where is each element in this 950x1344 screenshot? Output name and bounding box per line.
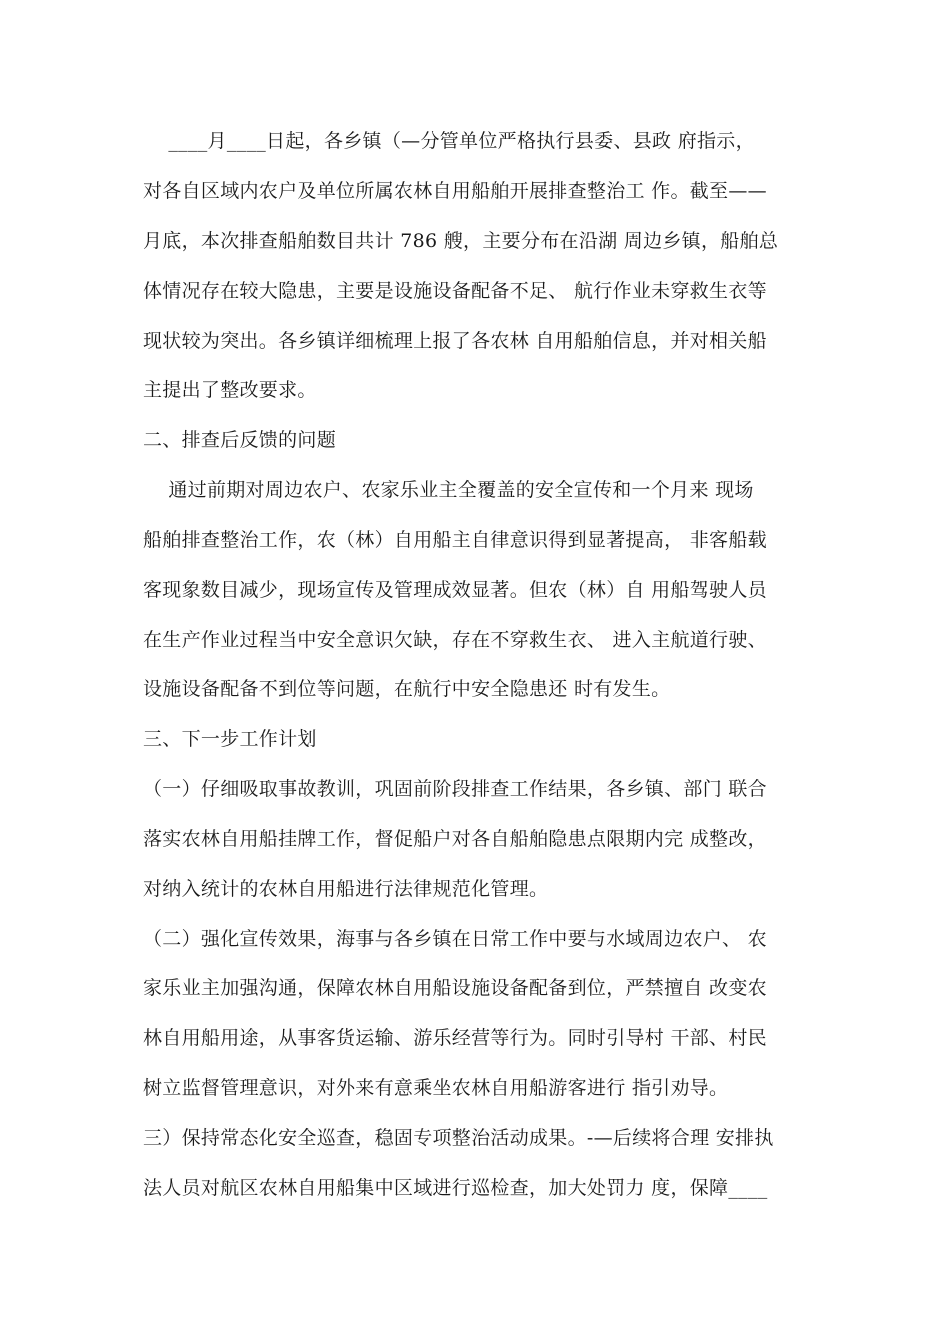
text-line-4: 体情况存在较大隐患，主要是设施设备配备不足、 航行作业未穿救生衣等 [143, 280, 767, 302]
text-line-15: 落实农林自用船挂牌工作，督促船户对各自船舶隐患点限期内完 成整改， [143, 828, 767, 850]
text-line-2: 对各自区域内农户及单位所属农林自用船舶开展排查整治工 作。截至—— [143, 180, 767, 202]
text-line-12: 设施设备配备不到位等问题，在航行中安全隐患还 时有发生。 [143, 678, 671, 700]
text-line-21: 三）保持常态化安全巡查，稳固专项整治活动成果。-—后续将合理 安排执 [143, 1127, 774, 1149]
text-line-5: 现状较为突出。各乡镇详细梳理上报了各农林 自用船舶信息，并对相关船 [143, 330, 767, 352]
text-line-18: 家乐业主加强沟通，保障农林自用船设施设备配备到位，严禁擅自 改变农 [143, 977, 767, 999]
section-heading-2: 二、排查后反馈的问题 [143, 429, 337, 451]
text-line-20: 树立监督管理意识，对外来有意乘坐农林自用船游客进行 指引劝导。 [143, 1077, 729, 1099]
text-line-17: （二）强化宣传效果，海事与各乡镇在日常工作中要与水域周边农户、 农 [143, 928, 767, 950]
text-line-22: 法人员对航区农林自用船集中区域进行巡检查，加大处罚力 度，保障____ [143, 1177, 768, 1199]
text-line-8: 通过前期对周边农户、农家乐业主全覆盖的安全宣传和一个月来 现场 [143, 479, 754, 501]
text-line-1: ____月____日起，各乡镇（—分管单位严格执行县委、县政 府指示， [143, 130, 755, 152]
text-line-9: 船舶排查整治工作，农（林）自用船主自律意识得到显著提高， 非客船载 [143, 529, 767, 551]
text-line-6: 主提出了整改要求。 [143, 379, 317, 401]
text-line-11: 在生产作业过程当中安全意识欠缺，存在不穿救生衣、 进入主航道行驶、 [143, 629, 767, 651]
text-line-3: 月底，本次排查船舶数目共计 786 艘，主要分布在沿湖 周边乡镇，船舶总 [143, 230, 779, 252]
section-heading-3: 三、下一步工作计划 [143, 728, 317, 750]
text-line-19: 林自用船用途，从事客货运输、游乐经营等行为。同时引导村 干部、村民 [143, 1027, 767, 1049]
text-line-14: （一）仔细吸取事故教训，巩固前阶段排查工作结果，各乡镇、部门 联合 [143, 778, 767, 800]
text-line-10: 客现象数目减少，现场宣传及管理成效显著。但农（林）自 用船驾驶人员 [143, 579, 767, 601]
text-line-16: 对纳入统计的农林自用船进行法律规范化管理。 [143, 878, 549, 900]
